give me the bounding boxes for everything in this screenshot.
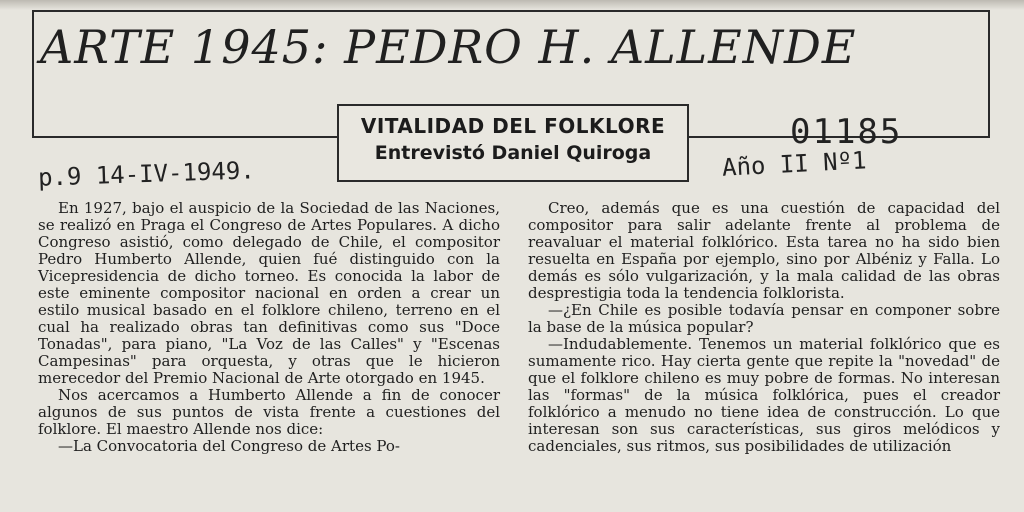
paragraph: —Indudablemente. Tenemos un material folklórico que es sumamente rico. Hay cierta gente que repite la "novedad" de que el folklore chileno es muy pobre de formas. No interesan las "formas" de la música folklórica, pues el creador folklórico a menudo no tiene idea de construcción. Lo que interesan son sus características, sus giros melódicos y cadenciales, sus ritmos, sus posibilidades de utilización xyxy=(528,335,1000,455)
handwritten-date: p.9 14-IV-1949. xyxy=(37,156,256,192)
page-top-edge xyxy=(0,0,1024,10)
handwritten-year-issue: Año II Nº1 xyxy=(721,146,868,182)
article-subtitle: VITALIDAD DEL FOLKLORE xyxy=(360,114,666,138)
paragraph: En 1927, bajo el auspicio de la Sociedad de las Naciones, se realizó en Praga el Congreso de Artes Populares. A dicho Congreso asistió, como delegado de Chile, el compositor Pedro Humberto Allende, quien fué distinguido con la Vicepresidencia de dicho torneo. Es conocida la labor de este eminente compositor nacional en orden a crear un estilo musical basado en el folklore chileno, terreno en el cual ha realizado obras tan definitivas como sus "Doce Tonadas", para piano, "La Voz de las Calles" y "Escenas Campesinas" para orquesta, y otras que le hicieron merecedor del Premio Nacional de Arte otorgado en 1945. xyxy=(38,199,500,387)
paragraph: —¿En Chile es posible todavía pensar en componer sobre la base de la música popular? xyxy=(528,301,1000,336)
paragraph: Creo, además que es una cuestión de capacidad del compositor para salir adelante frente al problema de reavaluar el material folklórico. Esta tarea no ha sido bien resuelta en España por ejemplo, sino por Albéniz y Falla. Lo demás es sólo vulgarización, y la mala calidad de las obras desprestigia toda la tendencia folklorista. xyxy=(528,199,1000,302)
article-column-left xyxy=(38,200,500,455)
subtitle-box xyxy=(337,104,689,182)
article-title: ARTE 1945: PEDRO H. ALLENDE xyxy=(40,20,857,74)
article-column-right xyxy=(528,200,1000,455)
paragraph: —La Convocatoria del Congreso de Artes Po- xyxy=(58,437,400,455)
article-byline: Entrevistó Daniel Quiroga xyxy=(374,142,652,164)
paragraph: Nos acercamos a Humberto Allende a fin de conocer algunos de sus puntos de vista frente a cuestiones del folklore. El maestro Allende nos dice: xyxy=(38,386,500,438)
handwritten-number: 01185 xyxy=(790,112,903,152)
